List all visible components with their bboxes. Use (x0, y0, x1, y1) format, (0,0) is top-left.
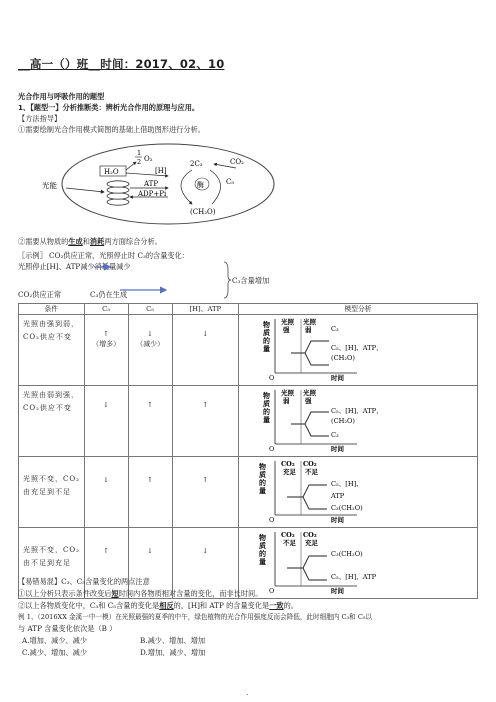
atp-label: ATP (144, 180, 159, 188)
curve-label: C₃ (330, 431, 339, 439)
example-line: 〖示例〗 CO₂供应正常，光照停止时 C₃的含量变化： (18, 251, 189, 260)
top-label-right-2: 弱 (304, 326, 312, 334)
half-o2-denominator: 2 (137, 158, 142, 166)
curve-label: C₅、[H]、 (330, 480, 363, 488)
curve-label: C₅、[H]、ATP、 (330, 344, 383, 352)
row4-atp: ↓ (202, 547, 209, 555)
row4-condition: 光照不变，CO₂由不足到充足 (19, 528, 85, 599)
y-label-char: 量 (262, 415, 270, 424)
o2-label: O₂ (144, 155, 153, 163)
row4-c3: ↑ (103, 547, 110, 555)
adp-label: ADP+Pi (138, 190, 167, 198)
header-prefix: __ (18, 57, 30, 71)
header-class-time: 高一（）班__时间：2017、02、10 (29, 57, 225, 71)
question-1-title: 1、【题型一】分析推断类：辨析光合作用的原理与应用。 (18, 103, 200, 112)
substance-curve (287, 568, 327, 580)
y-label-char: 的 (258, 549, 266, 558)
top-label-right-1: CO₂ (302, 460, 317, 468)
curve-label: C₅、[H]、ATP (330, 573, 376, 581)
y-label-char: 的 (258, 478, 266, 487)
photosynthesis-diagram (40, 140, 280, 228)
co2-label: CO₂ (230, 158, 244, 166)
tips-label: 【易错易混】C₃、C₅含量变化的两点注意 (18, 577, 150, 586)
substance-curve (291, 353, 329, 365)
table-row (19, 315, 478, 386)
reasoning-chain-2a: CO₂供应正常 (18, 290, 62, 299)
c5-label: C₅ (226, 178, 235, 186)
example-1-line-1: 例 1、（2016XX 金溪一中一模）在光照最强的夏季的中午，绿色植物的光合作用强度反而会降低，此时细胞内 C₃和 C₅以 (18, 613, 373, 621)
row4-c5: ↓ (147, 547, 154, 555)
origin-label: O (268, 445, 275, 452)
top-label-right-2: 不足 (304, 468, 318, 476)
curve-label: C₅、[H]、ATP、 (330, 407, 383, 415)
top-label-right-1: CO₂ (302, 531, 317, 539)
footer-dot: . (246, 688, 249, 697)
light-arrow (66, 188, 104, 192)
top-label-left-1: 光照 (280, 389, 294, 397)
top-label-left-2: 弱 (282, 397, 290, 405)
table-row (19, 528, 478, 599)
model-graph-2 (239, 386, 477, 452)
row1-c3-note: （增多） (92, 340, 121, 348)
model-graph-1 (239, 315, 477, 381)
y-label-char: 质 (262, 399, 270, 408)
substance-curve (287, 485, 327, 497)
method-2: ②需要从物质的生成和消耗两方面综合分析。 (18, 237, 162, 246)
row3-atp: ↑ (202, 476, 209, 484)
header-c5: C₅ (128, 304, 172, 315)
model-graph-4 (239, 528, 477, 594)
row1-c5: ↓ (147, 330, 154, 338)
header-c3: C₃ (84, 304, 128, 315)
substance-curve (287, 497, 327, 509)
tip-1: ①以上分析只表示条件改变后短时间内各物质相对含量的变化，而非长时间。 (18, 589, 263, 598)
top-label-right-2: 充足 (304, 539, 318, 547)
h-label: [H] (155, 167, 167, 175)
method-label: 【方法指导】 (18, 114, 62, 123)
origin-label: O (268, 374, 275, 381)
table-row (19, 386, 478, 457)
row2-c5: ↑ (147, 401, 154, 409)
header-atp: [H]、ATP (172, 304, 238, 315)
substance-curve (291, 424, 329, 436)
substance-curve (291, 412, 329, 424)
table-row (19, 457, 478, 528)
x-label: 时间 (330, 587, 344, 594)
row2-condition: 光照由弱到强，CO₂供应不变 (19, 386, 85, 457)
top-label-left-2: 充足 (282, 468, 296, 476)
origin-label: O (268, 587, 275, 594)
model-graph-3 (239, 457, 477, 523)
row3-c3: ↓ (103, 476, 110, 484)
c3-label: 2C₃ (190, 160, 203, 168)
y-label-char: 量 (262, 344, 270, 353)
y-label-char: 的 (262, 336, 270, 345)
curve-label: (CH₂O) (330, 354, 355, 362)
substance-curve (287, 556, 327, 568)
row1-c3: ↑ (103, 330, 110, 338)
brace-icon (222, 260, 232, 300)
row3-c5: ↑ (147, 476, 154, 484)
y-label-char: 物 (262, 320, 270, 329)
top-label-left-2: 强 (282, 326, 290, 334)
y-label-char: 量 (258, 557, 266, 566)
x-label: 时间 (330, 374, 344, 381)
y-label-char: 量 (258, 486, 266, 495)
row1-condition: 光照由强到弱，CO₂供应不变 (19, 315, 85, 386)
grana-stack (107, 181, 129, 205)
half-o2-numerator: 1 (137, 149, 142, 157)
ch2o-label: (CH₂O) (190, 208, 216, 216)
top-label-left-2: 不足 (282, 539, 296, 547)
curve-label: C₃(CH₂O) (330, 550, 363, 558)
y-label-char: 的 (262, 407, 270, 416)
option-d: D.增加、减少、增加 (140, 648, 206, 657)
reasoning-chain-2b: C₃仍在生成 (90, 290, 128, 299)
curve-label: (CH₂O) (330, 417, 355, 425)
curve-label: C₃ (330, 325, 339, 333)
reasoning-chain-1: 光照停止[H]、ATP减少消耗量减少 (18, 262, 131, 271)
row1-c5-note: （减少） (136, 340, 165, 348)
h2o-label: H₂O (104, 168, 119, 176)
page-header (18, 56, 224, 72)
x-label: 时间 (330, 445, 344, 452)
c3-increase: C₃含量增加 (232, 276, 270, 285)
table-header-row (19, 304, 478, 315)
header-condition: 条件 (19, 304, 85, 315)
row2-atp: ↑ (202, 401, 209, 409)
substance-curve (291, 341, 329, 353)
section-title: 光合作用与呼吸作用的题型 (18, 92, 105, 101)
condition-table (18, 303, 478, 599)
top-label-right-1: 光照 (302, 318, 316, 326)
curve-label: C₃(CH₂O) (330, 504, 363, 512)
option-b: B.减少、增加、增加 (140, 636, 206, 645)
curve-label: ATP (330, 492, 345, 500)
header-model: 模型分析 (238, 304, 477, 315)
option-a: A.增加、减少、减少 (22, 636, 87, 645)
row1-atp: ↓ (202, 330, 209, 338)
tip-2: ②以上各物质变化中，C₃和 C₅含量的变化是相反的，[H]和 ATP 的含量变化是一致的。 (18, 601, 298, 610)
x-label: 时间 (330, 516, 344, 523)
top-label-left-1: 光照 (280, 318, 294, 326)
option-c: C.减少、增加、减少 (22, 648, 88, 657)
row2-c3: ↓ (103, 401, 110, 409)
example-1-line-2: 与 ATP 含量变化依次是（B ） (18, 624, 117, 633)
y-label-char: 物 (262, 391, 270, 400)
top-label-left-1: CO₂ (280, 531, 295, 539)
y-label-char: 物 (258, 462, 266, 471)
method-1: ①需要绘制光合作用模式简图的基础上借助图形进行分析。 (18, 125, 205, 134)
row3-condition: 光照不变，CO₂由充足到不足 (19, 457, 85, 528)
light-label: 光能 (42, 181, 57, 190)
top-label-right-1: 光照 (302, 389, 316, 397)
y-label-char: 质 (262, 328, 270, 337)
top-label-right-2: 强 (304, 397, 312, 405)
y-label-char: 质 (258, 470, 266, 479)
y-label-char: 物 (258, 533, 266, 542)
enzyme-label: 酶 (197, 181, 204, 189)
y-label-char: 质 (258, 541, 266, 550)
origin-label: O (268, 516, 275, 523)
top-label-left-1: CO₂ (280, 460, 295, 468)
